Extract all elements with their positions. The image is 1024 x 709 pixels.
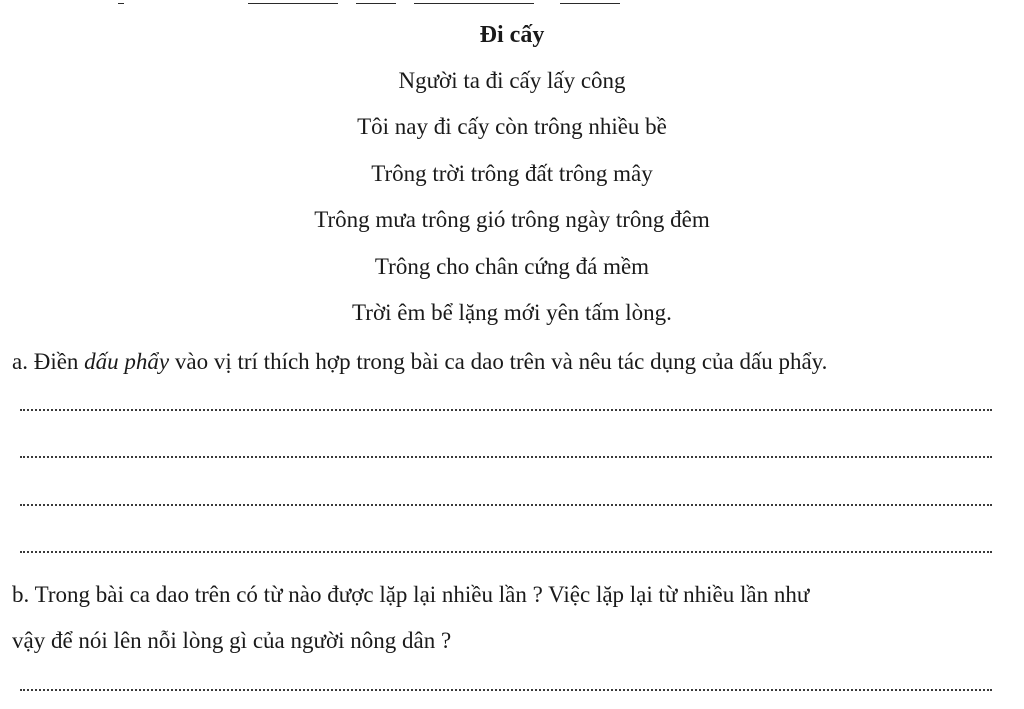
- poem-line: Trời êm bể lặng mới yên tấm lòng.: [352, 299, 672, 325]
- poem-line: Người ta đi cấy lấy công: [398, 68, 626, 93]
- question-a-rest: vào vị trí thích hợp trong bài ca dao trên và nêu tác dụng của dấu phẩy.: [169, 349, 828, 374]
- poem: [0, 64, 1024, 342]
- poem-line: Trông trời trông đất trông mây: [371, 160, 653, 186]
- answer-line-b-1[interactable]: [20, 689, 992, 691]
- answer-line-a-3[interactable]: [20, 504, 992, 506]
- cropped-previous-text: [0, 0, 1024, 4]
- poem-line: Tôi nay đi cấy còn trông nhiều bề: [357, 114, 667, 140]
- poem-line: Trông mưa trông gió trông ngày trông đêm: [314, 207, 710, 233]
- answer-line-a-4[interactable]: [20, 551, 992, 553]
- question-a-prefix: a. Điền: [12, 349, 85, 374]
- question-b-line-2: vậy để nói lên nỗi lòng gì của người nông dân ?: [12, 628, 452, 653]
- answer-line-a-2[interactable]: [20, 456, 992, 458]
- answer-line-a-1[interactable]: [20, 409, 992, 411]
- poem-title: Đi cấy: [479, 22, 545, 48]
- poem-line: Trông cho chân cứng đá mềm: [374, 253, 650, 279]
- question-b-line-1: b. Trong bài ca dao trên có từ nào được lặp lại nhiều lần ? Việc lặp lại từ nhiều lần như: [12, 582, 810, 607]
- question-a: [12, 345, 1014, 379]
- question-a-emphasis: dấu phẩy: [84, 349, 170, 374]
